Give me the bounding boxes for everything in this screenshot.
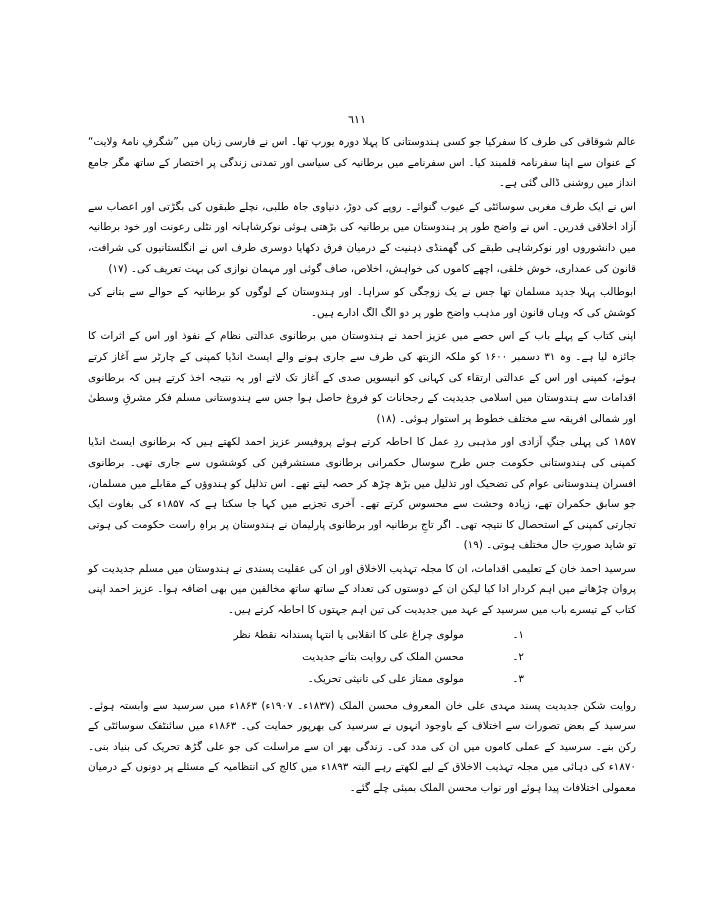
closing-paragraph: روایت شکن جدیدیت پسند مہدی علی خان المعروف محسن الملک (۱۸۳۷ء۔ ۱۹۰۷ء) ۱۸۶۳ء میں سرسید سے وابستہ ہوئے۔ سرسید کے بعض تصورات سے اختلاف کے باوجود انہوں نے سرسید کی بھرپور حمایت کی۔ ۱۸۶۳ء میں سائنٹفک سوسائٹی کے رکن بنے۔ سرسید کے عملی کاموں میں ان کی مدد کی۔ زندگی بھر ان سے مراسلت کی جو علی گڑھ تحریک کی بنیاد بنی۔ ۱۸۷۰ء کی دہائی میں مجلہ تہذیب الاخلاق کے لیے لکھتے رہے البتہ ۱۸۹۳ء میں کالج کی انتظامیہ کے مسئلے پر دونوں کے درمیان معمولی اختلافات پیدا ہوئے اور نواب محسن الملک بمبئی چلے گئے۔ bbox=[88, 699, 637, 795]
page-body bbox=[88, 132, 636, 802]
page-number: ٦١١ bbox=[348, 113, 366, 126]
list-item-text: مولوی ممتاز علی کی تانیثی تحریک۔ bbox=[307, 672, 464, 685]
list-item-text: محسن الملک کی روایت بتانے جدیدیت bbox=[302, 650, 464, 663]
list-item bbox=[88, 668, 636, 690]
list-item-text: مولوی چراغ علی کا انقلابی یا انتہا پسندانہ نقطۂ نظر bbox=[233, 628, 464, 641]
paragraph-2: اس نے ایک طرف مغربی سوسائٹی کے عیوب گنوائے۔ روپے کی دوڑ، دنیاوی جاہ طلبی، نچلے طبقوں کی بگڑتی اور اعصاب سے آزاد اخلاقی قدریں۔ اس نے واضح طور پر ہندوستان میں برطانیہ کی بڑھتی ہوئی نوکرشاہانہ اور نٹلی رعونت اور خود برطانیہ میں دانشوروں اور نوکرشاہی طبقے کی گھمنڈی ذہنیت کے درمیان فرق دکھایا دوسری طرف اس نے انگلستانیوں کی شرافت، قانون کی عمداری، خوش خلقی، اچھے کاموں کی خواہش، اخلاص، صاف گوئی اور مہمان نوازی کی بہت تعریف کی۔ (١٧) bbox=[88, 200, 636, 275]
paragraph-1: عالم شوقاقی کی طرف کا سفرکیا جو کسی ہندوستانی کا پہلا دورہ یورپ تھا۔ اس نے فارسی زبان میں ”شگرفِ نامۂ ولایت“ کے عنوان سے اپنا سفرنامہ قلمبند کیا۔ اس سفرنامے میں برطانیہ کی سیاسی اور تمدنی زندگی پر اختصار کے ساتھ مگر جامع انداز میں روشنی ڈالی گئی ہے۔ bbox=[88, 136, 636, 190]
list-item-number: ۱۔ bbox=[512, 628, 524, 641]
list-item-number: ۲۔ bbox=[512, 650, 524, 663]
paragraph-5: ۱۸۵۷ کی پہلی جنگِ آزادی اور مذہبی ردِ عمل کا احاطہ کرتے ہوئے پروفیسر عزیز احمد لکھتے ہیں کہ برطانوی ایسٹ انڈیا کمپنی کی ہندوستانی حکومت جس طرح سوسال حکمرانی برطانوی مستشرقین کی کوششوں سے جاری تھی۔ برطانوی افسران ہندوستانی عوام کی تضحیک اور تذلیل میں بڑھ چڑھ کر حصہ لیتے تھے۔ اس تذلیل کو ہندوؤں کے مقابلے میں مسلمان، جو سابق حکمران تھے، زیادہ وحشت سے محسوس کرتے تھے۔ آخری تجزیے میں کہا جا سکتا ہے کہ ۱۸۵۷ء کی بغاوت ایک تجارتی کمپنی کے استحصال کا نتیجہ تھی۔ اگر تاجِ برطانیہ اور برطانوی پارلیمان نے ہندوستان پر براہِ راست حکومت کی ہوتی تو شاید صورتِ حال مختلف ہوتی۔ (١٩) bbox=[88, 436, 636, 552]
list-item-number: ۳۔ bbox=[512, 672, 524, 685]
paragraph-6: سرسید احمد خان کے تعلیمی اقدامات، ان کا مجلہ تہذیب الاخلاق اور ان کی عقلیت پسندی نے ہندوستان میں مسلم جدیدیت کو پروان چڑھانے میں اہم کردار ادا کیا لیکن ان کے دوستوں کی تعداد کے ساتھ ساتھ مخالفین میں بھی اضافہ ہوا۔ عزیز احمد اپنی کتاب کے تیسرے باب میں سرسید کے عہد میں جدیدیت کی تین اہم جہتوں کا احاطہ کرتے ہیں۔ bbox=[88, 562, 636, 617]
paragraph-4: اپنی کتاب کے پہلے باب کے اس حصے میں عزیز احمد نے ہندوستان میں برطانوی عدالتی نظام کے نفوذ اور اس کے اثرات کا جائزہ لیا ہے۔ وہ ۳۱ دسمبر ۱۶۰۰ کو ملکہ الزبتھ کی طرف سے جاری ہونے والے ایسٹ انڈیا کمپنی کے چارٹر سے آغاز کرتے ہوئے، کمپنی اور اس کے عدالتی ارتقاء کی کہانی کو انیسویں صدی کے آغاز تک لاتے اور یہ نتیجہ اخذ کرتے ہیں کہ برطانوی اقدامات سے ہندوستان میں اسلامی جدیدیت کے رجحانات کو فروغ حاصل ہوا جس سے ہندوستانی مسلم فکر مشرقِ وسطیٰ اور شمالی افریقہ سے مختلف خطوط پر استوار ہوئی۔ (١٨) bbox=[88, 330, 636, 425]
list-item bbox=[88, 624, 636, 646]
paragraph-3: ابوطالب پہلا جدید مسلمان تھا جس نے یک زوجگی کو سراہا۔ اور ہندوستان کے لوگوں کو برطانیہ کے حوالے سے بتانے کی کوشش کی کہ وہاں قانون اور مذہب واضح طور پر دو الگ الگ ادارے ہیں۔ bbox=[88, 286, 636, 319]
numbered-list bbox=[88, 624, 636, 690]
list-item bbox=[88, 646, 636, 668]
